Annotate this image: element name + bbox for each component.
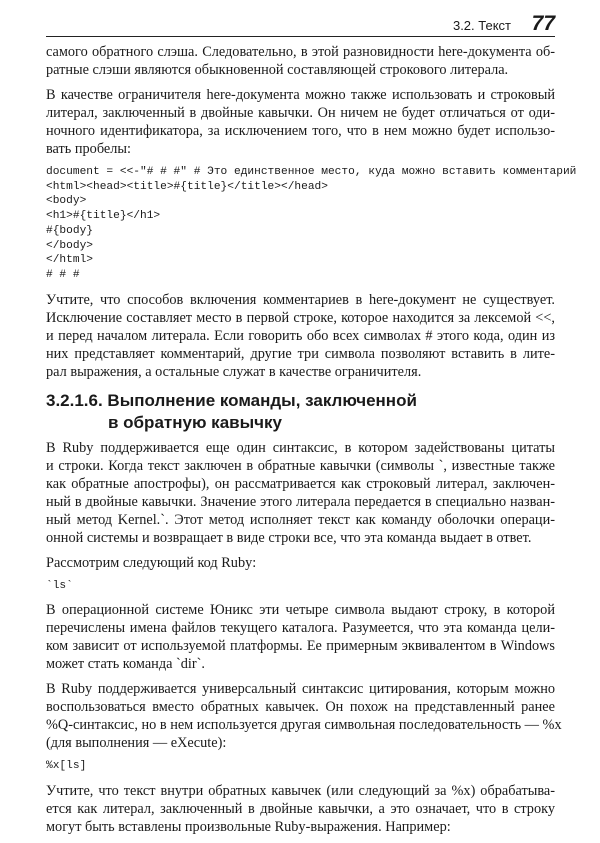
text-line: ком зависит от используемой платформы. Ее примерным эквивалентом в Windows	[46, 638, 555, 655]
text-line: Исключение составляет место в первой строке, которое находится за лексемой <<,	[46, 309, 555, 326]
code-line: %x[ls]	[46, 760, 87, 773]
code-block	[46, 165, 577, 283]
text-line: и перед началом литерала. Если говорить обо всех символах # этого кода, один из	[46, 327, 555, 344]
code-block	[46, 759, 555, 774]
text-line: ется как литерал, заключенный в двойные кавычки, а это означает, что в строку	[46, 801, 555, 818]
text-line: литерал, заключенный в двойные кавычки. Он ничем не будет отличаться от оди-	[46, 105, 555, 121]
text-line: ратные слэши являются обыкновенной составляющей строкового литерала.	[46, 62, 509, 78]
code-line: <html><head><title>#{title}</title></head>	[46, 180, 328, 193]
heading-line: в обратную кавычку	[108, 412, 282, 432]
code-line: </body>	[46, 239, 93, 252]
text-line: %Q-синтаксис, но в нем используется другая символьная последовательность — %x	[46, 717, 562, 734]
text-line: ный метод Kernel.`. Этот метод исполняет текст как команду оболочки операци-	[46, 511, 555, 528]
text-line: Учтите, что способов включения комментариев в here-документ не существует.	[46, 291, 555, 308]
paragraph	[46, 439, 555, 547]
text-line: и строки. Когда текст заключен в обратные кавычки (символы `, известные также	[46, 457, 555, 474]
running-header	[46, 14, 555, 37]
paragraph	[46, 43, 555, 79]
paragraph	[46, 601, 555, 673]
code-block	[46, 579, 555, 594]
text-line: онной системы и возвращает в виде строки все, что эта команда выдает в ответ.	[46, 529, 532, 546]
paragraph	[46, 782, 555, 836]
text-line: них представляет комментарий, другие три символа позволяют вставить в лите-	[46, 345, 555, 362]
page-body	[46, 43, 577, 843]
code-line: </html>	[46, 254, 93, 267]
text-line: воспользоваться вместо обратных кавычек. Он похож на представленный ранее	[46, 699, 555, 716]
text-line: В качестве ограничителя here-документа можно также использовать и строковый	[46, 87, 555, 103]
text-line: могут быть вставлены произвольные Ruby-выражения. Например:	[46, 819, 451, 836]
text-line: как обратные апострофы), он рассматривается как строковый литерал, заключен-	[46, 475, 555, 492]
code-line: `ls`	[46, 579, 73, 592]
section-title: 3.2. Текст	[452, 18, 511, 33]
code-line: # # #	[46, 268, 80, 281]
section-heading	[46, 390, 555, 434]
heading-line: 3.2.1.6. Выполнение команды, заключенной	[46, 390, 417, 410]
text-line: самого обратного слэша. Следовательно, в этой разновидности here-документа об-	[46, 44, 555, 60]
text-line: может стать команда `dir`.	[46, 656, 205, 673]
text-line: вать пробелы:	[46, 141, 131, 157]
text-line: рал выражения, а остальные служат в качестве ограничителя.	[46, 363, 422, 380]
text-line: ный в двойные кавычки. Значение этого литерала передается в специально назван-	[46, 493, 555, 510]
page-number: 77	[531, 12, 555, 35]
text-line: В Ruby поддерживается универсальный синтаксис цитирования, которым можно	[46, 681, 555, 698]
text-line: В Ruby поддерживается еще один синтаксис, в котором задействованы цитаты	[46, 439, 555, 456]
code-line: #{body}	[46, 224, 93, 237]
code-line: <h1>#{title}</h1>	[46, 210, 161, 223]
paragraph	[46, 291, 555, 381]
text-line: Учтите, что текст внутри обратных кавычек (или следующий за %x) обрабатыва-	[46, 783, 555, 800]
text-line: В операционной системе Юникс эти четыре символа выдают строку, в которой	[46, 602, 555, 619]
text-line: (для выполнения — eXecute):	[46, 735, 227, 752]
paragraph	[46, 86, 555, 158]
code-line: document = <<-"# # #" # Это единственное место, куда можно вставить комментарий	[46, 166, 577, 178]
paragraph	[46, 680, 562, 752]
text-line: ночного идентификатора, за исключением того, что в нем можно будет использо-	[46, 123, 555, 139]
paragraph	[46, 554, 555, 572]
code-line: <body>	[46, 195, 87, 208]
text-line: перечислены имена файлов текущего каталога. Разумеется, что эта команда цели-	[46, 620, 555, 637]
text-line: Рассмотрим следующий код Ruby:	[46, 554, 257, 571]
